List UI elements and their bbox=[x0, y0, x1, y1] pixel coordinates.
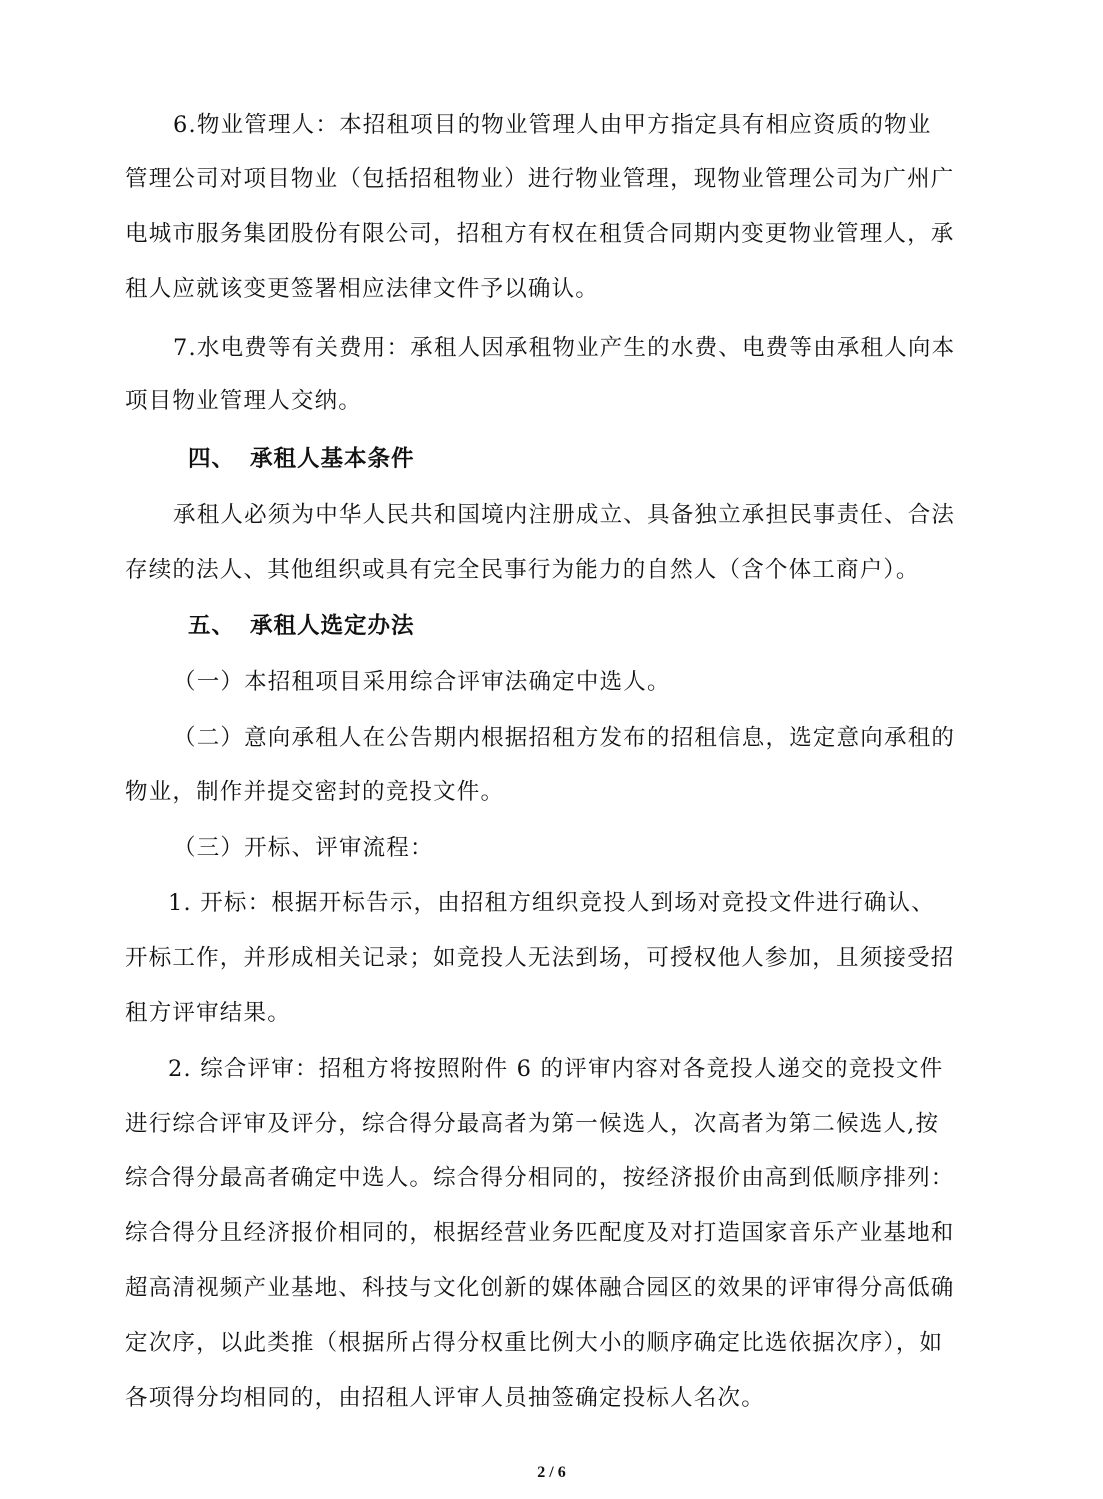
step2-line-2: 进行综合评审及评分，综合得分最高者为第一候选人，次高者为第二候选人,按 bbox=[125, 1111, 940, 1137]
item6-line-3: 电城市服务集团股份有限公司，招租方有权在租赁合同期内变更物业管理人，承 bbox=[125, 221, 955, 247]
step2-line-1: 2. 综合评审：招租方将按照附件 6 的评审内容对各竞投人递交的竞投文件 bbox=[168, 1056, 944, 1082]
section5-sub3: （三）开标、评审流程： bbox=[173, 835, 434, 861]
section4-title: 承租人基本条件 bbox=[250, 446, 415, 472]
step2-line-3: 综合得分最高者确定中选人。综合得分相同的，按经济报价由高到低顺序排列： bbox=[125, 1165, 955, 1191]
section5-number: 五、 bbox=[188, 613, 236, 639]
step2-line-7: 各项得分均相同的，由招租人评审人员抽签确定投标人名次。 bbox=[125, 1385, 765, 1411]
step1-line-2: 开标工作，并形成相关记录；如竞投人无法到场，可授权他人参加，且须接受招 bbox=[125, 945, 955, 971]
item6-line-4: 租人应就该变更签署相应法律文件予以确认。 bbox=[125, 276, 600, 302]
item6-line-1: 6.物业管理人：本招租项目的物业管理人由甲方指定具有相应资质的物业 bbox=[173, 112, 932, 138]
page-number: 2 / 6 bbox=[537, 1464, 566, 1481]
item7-line-2: 项目物业管理人交纳。 bbox=[125, 388, 363, 414]
section5-sub2-line-1: （二）意向承租人在公告期内根据招租方发布的招租信息，选定意向承租的 bbox=[173, 725, 956, 751]
section4-para-line-1: 承租人必须为中华人民共和国境内注册成立、具备独立承担民事责任、合法 bbox=[173, 502, 956, 528]
item7-line-1: 7.水电费等有关费用：承租人因承租物业产生的水费、电费等由承租人向本 bbox=[173, 335, 956, 361]
section5-sub1: （一）本招租项目采用综合评审法确定中选人。 bbox=[173, 669, 671, 695]
step1-line-3: 租方评审结果。 bbox=[125, 1000, 291, 1026]
item6-line-2: 管理公司对项目物业（包括招租物业）进行物业管理，现物业管理公司为广州广 bbox=[125, 166, 955, 192]
section5-sub2-line-2: 物业，制作并提交密封的竞投文件。 bbox=[125, 779, 505, 805]
section4-para-line-2: 存续的法人、其他组织或具有完全民事行为能力的自然人（含个体工商户）。 bbox=[125, 557, 920, 583]
step2-line-4: 综合得分且经济报价相同的，根据经营业务匹配度及对打造国家音乐产业基地和 bbox=[125, 1220, 955, 1246]
section5-heading bbox=[188, 611, 415, 641]
step2-line-6: 定次序，以此类推（根据所占得分权重比例大小的顺序确定比选依据次序），如 bbox=[125, 1330, 944, 1356]
section5-title: 承租人选定办法 bbox=[250, 613, 415, 639]
section4-number: 四、 bbox=[188, 446, 236, 472]
step2-line-5: 超高清视频产业基地、科技与文化创新的媒体融合园区的效果的评审得分高低确 bbox=[125, 1275, 955, 1301]
step1-line-1: 1. 开标：根据开标告示，由招租方组织竞投人到场对竞投文件进行确认、 bbox=[168, 890, 935, 916]
section4-heading bbox=[188, 444, 415, 474]
